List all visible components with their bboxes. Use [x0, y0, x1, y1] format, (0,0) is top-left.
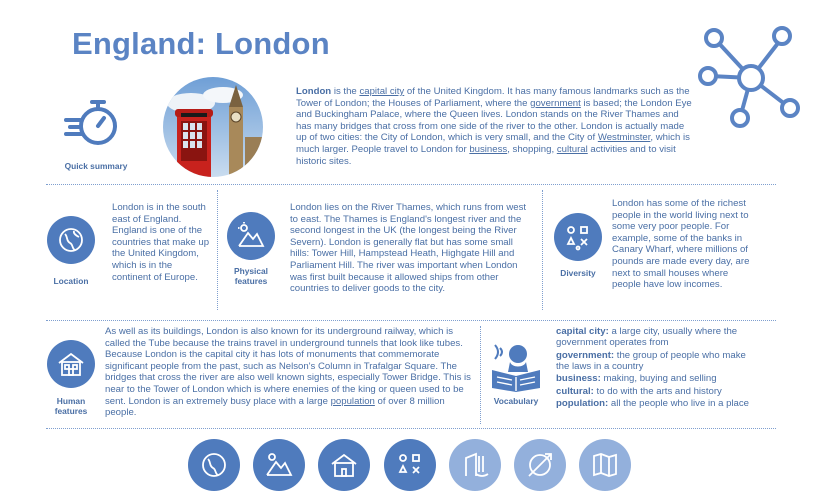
nav-physical-icon[interactable]: [253, 439, 305, 491]
vocab-def: making, buying and selling: [600, 373, 717, 384]
summary-part: , which is much larger. People travel to London for: [296, 132, 690, 155]
location-text: London is in the south east of England. England is one of the countries that make up the United Kingdom, which is in the continent of Europe.: [112, 202, 210, 283]
mountain-icon: [227, 212, 275, 260]
reading-book-icon: [488, 340, 544, 392]
vocabulary-list: [556, 326, 756, 411]
vocab-item: [556, 326, 756, 348]
human-label: Human features: [54, 396, 88, 416]
nav-map-icon[interactable]: [579, 439, 631, 491]
link-westminster[interactable]: Westminster: [597, 132, 651, 144]
summary-bold: London: [296, 86, 332, 97]
nav-location-icon[interactable]: [188, 439, 240, 491]
nav-human-icon[interactable]: [318, 439, 370, 491]
summary-text: [296, 86, 692, 167]
house-icon: [47, 340, 95, 388]
diversity-icon: [554, 213, 602, 261]
link-cultural[interactable]: cultural: [556, 143, 588, 155]
divider: [480, 326, 481, 424]
physical-text: London lies on the River Thames, which runs from west to east. The Thames is England's longest river and the second longest in the UK (the longest being the River Severn). London is generally flat but has some small hills: Tower Hill, Hampstead Heath, Highgate Hill and Parliament Hill. The river was important when London was first built because it allowed ships from other countries to deliver goods to the city.: [290, 202, 527, 295]
network-icon: [696, 24, 806, 134]
page-title: England: London: [72, 26, 330, 61]
link-business[interactable]: business: [469, 143, 508, 155]
divider: [217, 190, 218, 310]
divider: [46, 184, 776, 185]
physical-label: Physical features: [234, 266, 268, 286]
summary-part: is the: [331, 86, 360, 97]
human-text: [105, 326, 471, 419]
link-government[interactable]: government: [530, 97, 581, 109]
human-text-part: As well as its buildings, London is also known for its underground railway, which is called the Tube because the trains travel in underground tunnels that look like tubes. Because London is the capital city it has lots of monuments that commemorate significant people from the past, such as Nelson's Column in Trafalgar Square. The bridges that cross the river are also well known sights, especially Tower Bridge. This is near to the Tower of London which is where enemies of the king or queen used to be sent. London is an extremely busy place with a large: [105, 326, 471, 407]
location-label: Location: [53, 276, 89, 286]
vocab-term: population:: [556, 398, 609, 409]
nav-globe-icon[interactable]: [514, 439, 566, 491]
vocab-def: to do with the arts and history: [593, 385, 722, 397]
vocab-term: business:: [556, 373, 601, 384]
vocab-item: [556, 350, 756, 372]
vocab-item: [556, 398, 756, 409]
vocab-term: government:: [556, 349, 615, 361]
vocab-def: all the people who live in a place: [608, 398, 750, 409]
london-photo: [163, 77, 263, 177]
diversity-label: Diversity: [560, 268, 596, 278]
divider: [46, 320, 776, 321]
vocab-def: the group of people who make the laws in a country: [556, 349, 746, 372]
location-icon: [47, 216, 95, 264]
nav-waterfall-icon[interactable]: [449, 439, 501, 491]
summary-part: activities and to visit historic sites.: [296, 143, 676, 167]
vocabulary-label: Vocabulary: [493, 396, 539, 406]
diversity-text: London has some of the richest people in the world living next to some very poor people. For example, some of the banks in Canary Wharf, where millions of pounds are made every day, are next to small houses where people have low incomes.: [612, 198, 750, 291]
vocab-item: [556, 386, 756, 397]
vocab-item: [556, 373, 756, 384]
summary-part: is based; the London Eye and Buckingham Palace, where the Queen lives. London stands on the River Thames and has many bridges that cross from one side of the river to the other. London is actually made up of two cities: the City of London, which is very small, and the City of: [296, 97, 692, 144]
vocab-term: cultural:: [556, 385, 594, 397]
divider: [542, 190, 543, 310]
vocab-term: capital city:: [556, 326, 609, 337]
quick-summary-label: Quick summary: [64, 161, 128, 171]
summary-part: , shopping,: [507, 143, 557, 155]
link-population[interactable]: population: [330, 395, 375, 407]
divider: [46, 428, 776, 429]
vocab-def: a large city, usually where the government operates from: [556, 326, 738, 348]
nav-diversity-icon[interactable]: [384, 439, 436, 491]
link-capital-city[interactable]: capital city: [359, 86, 405, 97]
human-text-part: of over 8 million people.: [105, 395, 445, 419]
summary-part: of the United Kingdom. It has many famous landmarks such as the Tower of London; the Houses of Parliament, where the: [296, 86, 690, 109]
stopwatch-icon: [64, 96, 122, 154]
